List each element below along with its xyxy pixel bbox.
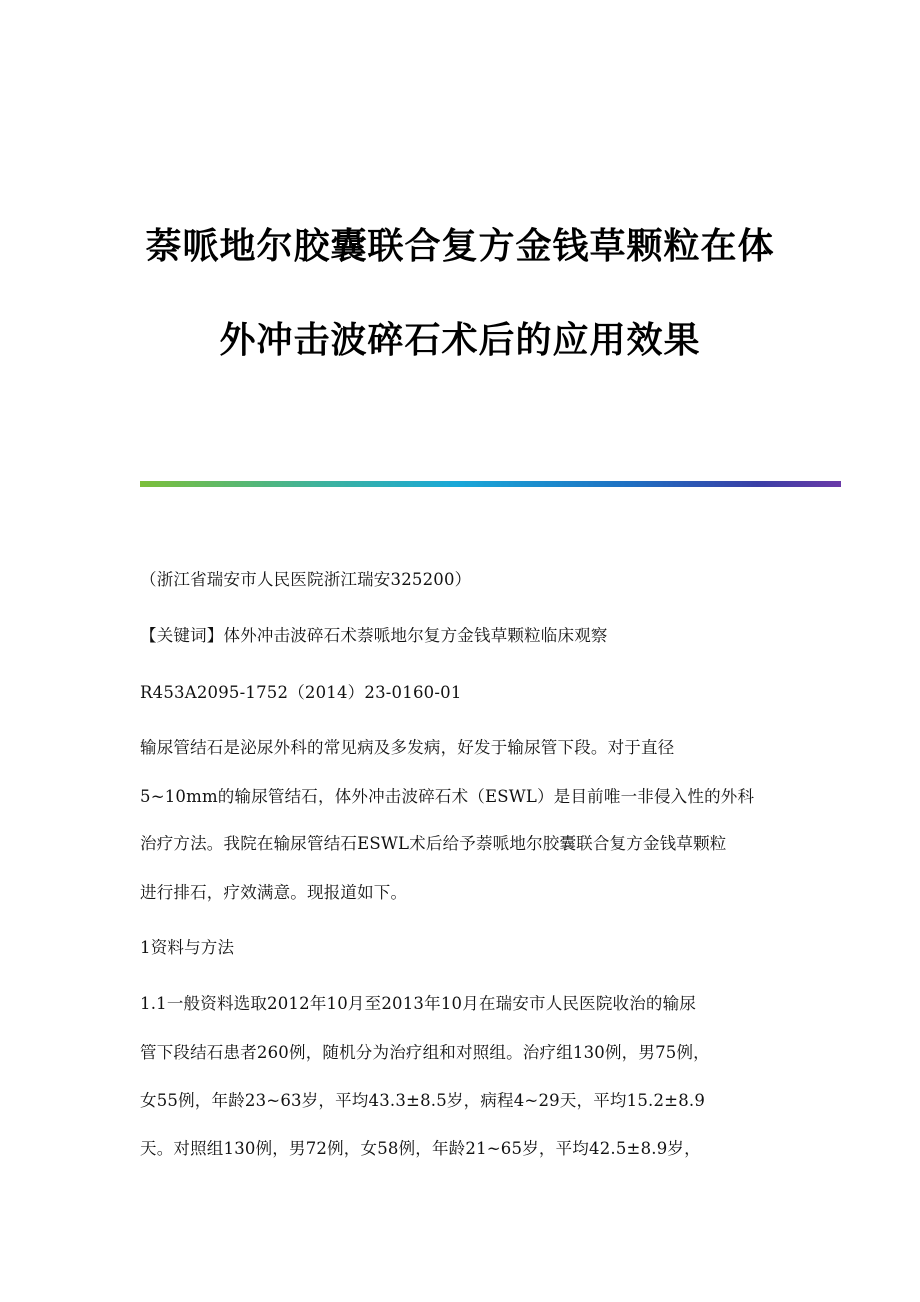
section-line: 女55例，年龄23~63岁，平均43.3±8.5岁，病程4~29天，平均15.2±8.9 [140, 1091, 706, 1110]
intro-line: 治疗方法。我院在输尿管结石ESWL术后给予萘哌地尔胶囊联合复方金钱草颗粒 [140, 834, 727, 853]
intro-line: 5~10mm的输尿管结石，体外冲击波碎石术（ESWL）是目前唯一非侵入性的外科 [140, 787, 755, 806]
section-line: 1.1一般资料选取2012年10月至2013年10月在瑞安市人民医院收治的输尿 [140, 994, 697, 1013]
intro-line: 输尿管结石是泌尿外科的常见病及多发病，好发于输尿管下段。对于直径 [140, 738, 675, 757]
keywords: 【关键词】体外冲击波碎石术萘哌地尔复方金钱草颗粒临床观察 [140, 626, 608, 645]
section-heading: 1资料与方法 [140, 938, 235, 957]
section-line: 天。对照组130例，男72例，女58例，年龄21~65岁，平均42.5±8.9岁， [140, 1139, 701, 1158]
affiliation: （浙江省瑞安市人民医院浙江瑞安325200） [140, 570, 472, 589]
title-line-1: 萘哌地尔胶囊联合复方金钱草颗粒在体 [145, 226, 775, 267]
classification-code: R453A2095-1752（2014）23-0160-01 [140, 683, 462, 702]
intro-line: 进行排石，疗效满意。现报道如下。 [140, 883, 408, 902]
section-line: 管下段结石患者260例，随机分为治疗组和对照组。治疗组130例，男75例， [140, 1043, 710, 1062]
title-line-2: 外冲击波碎石术后的应用效果 [219, 320, 701, 361]
gradient-divider [140, 481, 841, 487]
